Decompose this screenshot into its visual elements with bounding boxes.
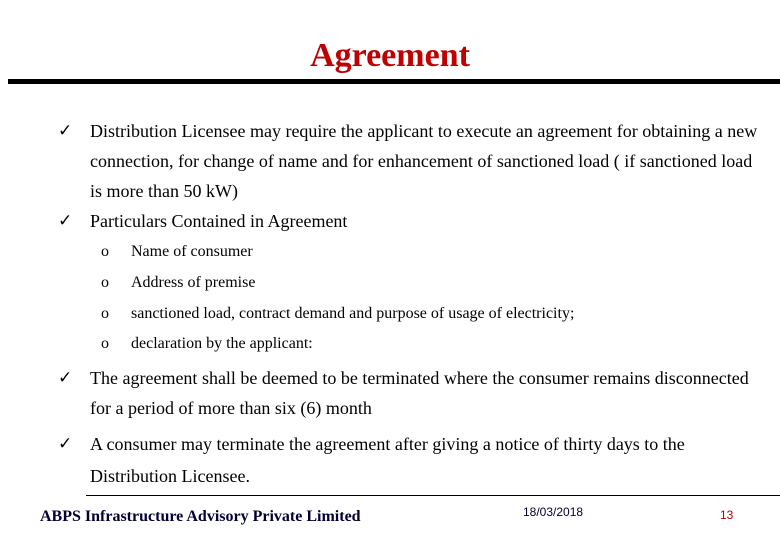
- title-divider: [8, 79, 780, 84]
- sub-item-4: [101, 333, 741, 355]
- checkmark-icon: ✓: [58, 121, 73, 141]
- circle-bullet-icon: o: [101, 274, 109, 291]
- bullet-text-4: A consumer may terminate the agreement after giving a notice of thirty days to the Distribution Licensee.: [90, 434, 685, 486]
- sub-item-3: [101, 303, 741, 325]
- footer-divider: [86, 495, 780, 496]
- sub-item-text-4: declaration by the applicant:: [131, 335, 313, 352]
- footer-date: 18/03/2018: [523, 505, 584, 519]
- sub-item-2: [101, 272, 741, 294]
- circle-bullet-icon: o: [101, 243, 109, 260]
- checkmark-icon: ✓: [58, 211, 73, 231]
- bullet-item-2: [58, 206, 758, 236]
- checkmark-icon: ✓: [58, 434, 73, 454]
- checkmark-icon: ✓: [58, 368, 73, 388]
- bullet-item-3: [58, 363, 758, 423]
- sub-item-text-3: sanctioned load, contract demand and purpose of usage of electricity;: [131, 305, 575, 322]
- bullet-item-4: [58, 428, 758, 492]
- footer-organization: ABPS Infrastructure Advisory Private Limited: [40, 508, 361, 525]
- page-number: 13: [720, 508, 734, 522]
- sub-item-text-2: Address of premise: [131, 274, 256, 291]
- circle-bullet-icon: o: [101, 305, 109, 322]
- bullet-item-1: [58, 116, 758, 206]
- bullet-text-3: The agreement shall be deemed to be terminated where the consumer remains disconnected for a period of more than six (6) month: [90, 368, 749, 418]
- slide-title: Agreement: [310, 37, 470, 74]
- bullet-text-1: Distribution Licensee may require the applicant to execute an agreement for obtaining a new connection, for change of name and for enhancement of sanctioned load ( if sanctioned load is more than 50 kW): [90, 121, 758, 201]
- sub-item-text-1: Name of consumer: [131, 243, 253, 260]
- circle-bullet-icon: o: [101, 335, 109, 352]
- bullet-text-2: Particulars Contained in Agreement: [90, 211, 348, 231]
- sub-item-1: [101, 241, 741, 263]
